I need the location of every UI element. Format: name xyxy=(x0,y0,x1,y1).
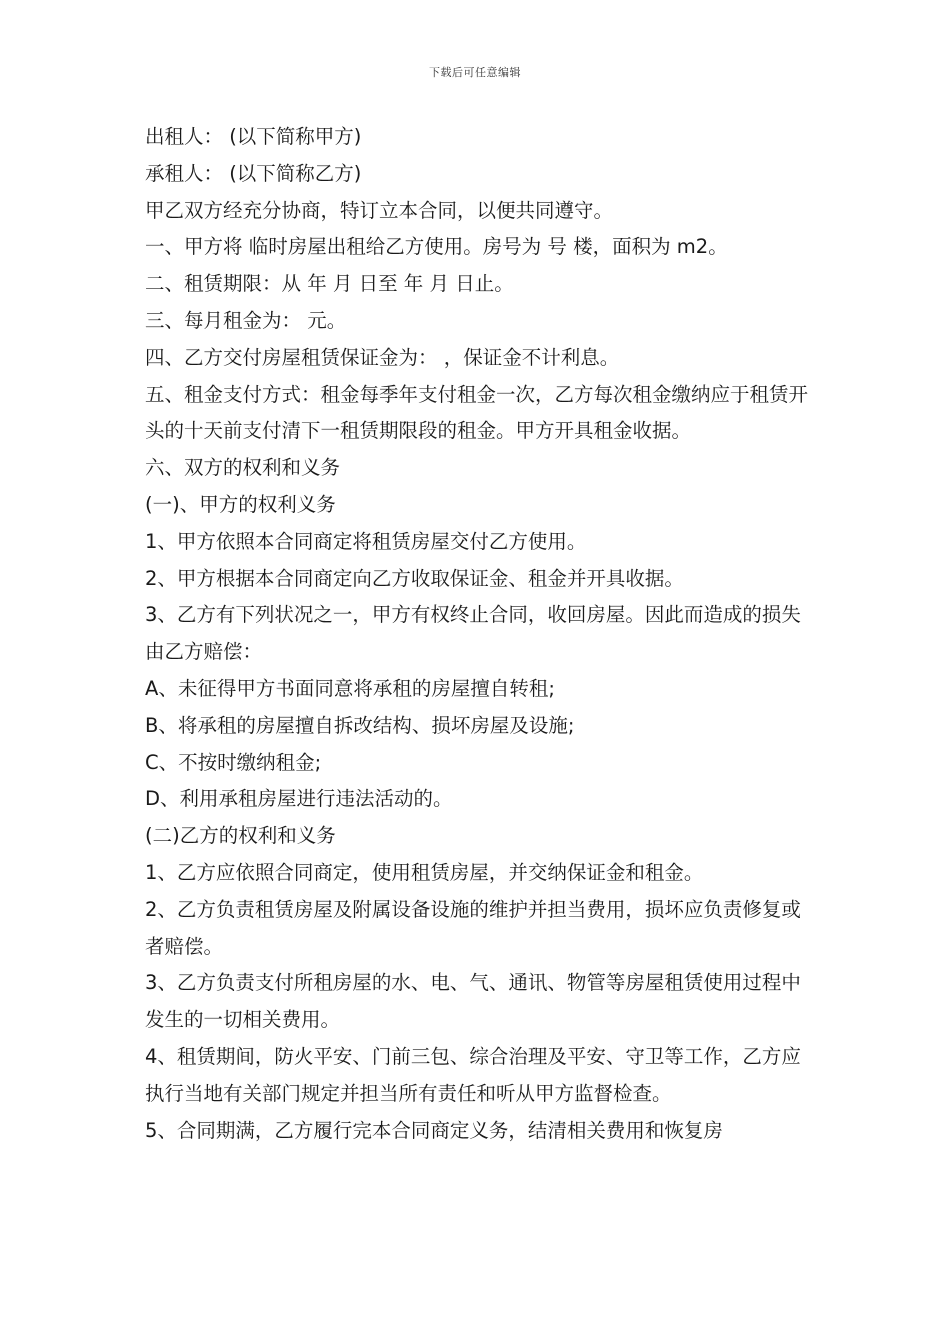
paragraph-clause-5: 五、租金支付方式：租金每季年支付租金一次，乙方每次租金缴纳应于租赁开头的十天前支付清下一租赁期限段的租金。甲方开具租金收据。 xyxy=(145,382,809,443)
paragraph-a-item-3: 3、乙方有下列状况之一，甲方有权终止合同，收回房屋。因此而造成的损失由乙方赔偿： xyxy=(145,603,801,664)
paragraph-section-a: (一)、甲方的权利义务 xyxy=(145,492,336,516)
paragraph-b-item-1: 1、乙方应依照合同商定，使用租赁房屋，并交纳保证金和租金。 xyxy=(145,860,704,884)
paragraph-section-b: (二)乙方的权利和义务 xyxy=(145,824,336,848)
paragraph-a-item-1: 1、甲方依照本合同商定将租赁房屋交付乙方使用。 xyxy=(145,529,587,553)
paragraph-sub-d: D、利用承租房屋进行违法活动的。 xyxy=(145,787,453,811)
paragraph-clause-2: 二、租赁期限：从 年 月 日至 年 月 日止。 xyxy=(145,272,514,296)
paragraph-b-item-3: 3、乙方负责支付所租房屋的水、电、气、通讯、物管等房屋租赁使用过程中发生的一切相关费用。 xyxy=(145,971,801,1032)
paragraph-sub-a: A、未征得甲方书面同意将承租的房屋擅自转租; xyxy=(145,676,555,700)
paragraph-clause-4: 四、乙方交付房屋租赁保证金为： ，保证金不计利息。 xyxy=(145,345,620,369)
contract-body xyxy=(145,119,815,1149)
paragraph-sub-b: B、将承租的房屋擅自拆改结构、损坏房屋及设施; xyxy=(145,713,575,737)
paragraph-b-item-4: 4、租赁期间，防火平安、门前三包、综合治理及平安、守卫等工作，乙方应执行当地有关部门规定并担当所有责任和听从甲方监督检查。 xyxy=(145,1044,801,1105)
paragraph-clause-6: 六、双方的权利和义务 xyxy=(145,456,341,480)
paragraph-a-item-2: 2、甲方根据本合同商定向乙方收取保证金、租金并开具收据。 xyxy=(145,566,684,590)
paragraph-clause-3: 三、每月租金为： 元。 xyxy=(145,308,347,332)
paragraph-sub-c: C、不按时缴纳租金; xyxy=(145,750,322,774)
paragraph-lessor: 出租人： (以下简称甲方) xyxy=(145,125,362,148)
paragraph-preamble: 甲乙双方经充分协商，特订立本合同，以便共同遵守。 xyxy=(145,198,614,222)
paragraph-b-item-2: 2、乙方负责租赁房屋及附属设备设施的维护并担当费用，损坏应负责修复或者赔偿。 xyxy=(145,897,801,958)
paragraph-b-item-5: 5、合同期满，乙方履行完本合同商定义务，结清相关费用和恢复房 xyxy=(145,1118,723,1142)
paragraph-clause-1: 一、甲方将 临时房屋出租给乙方使用。房号为 号 楼，面积为 m2。 xyxy=(145,235,728,259)
page-header-note: 下载后可任意编辑 xyxy=(429,66,521,79)
paragraph-lessee: 承租人： (以下简称乙方) xyxy=(145,161,362,185)
